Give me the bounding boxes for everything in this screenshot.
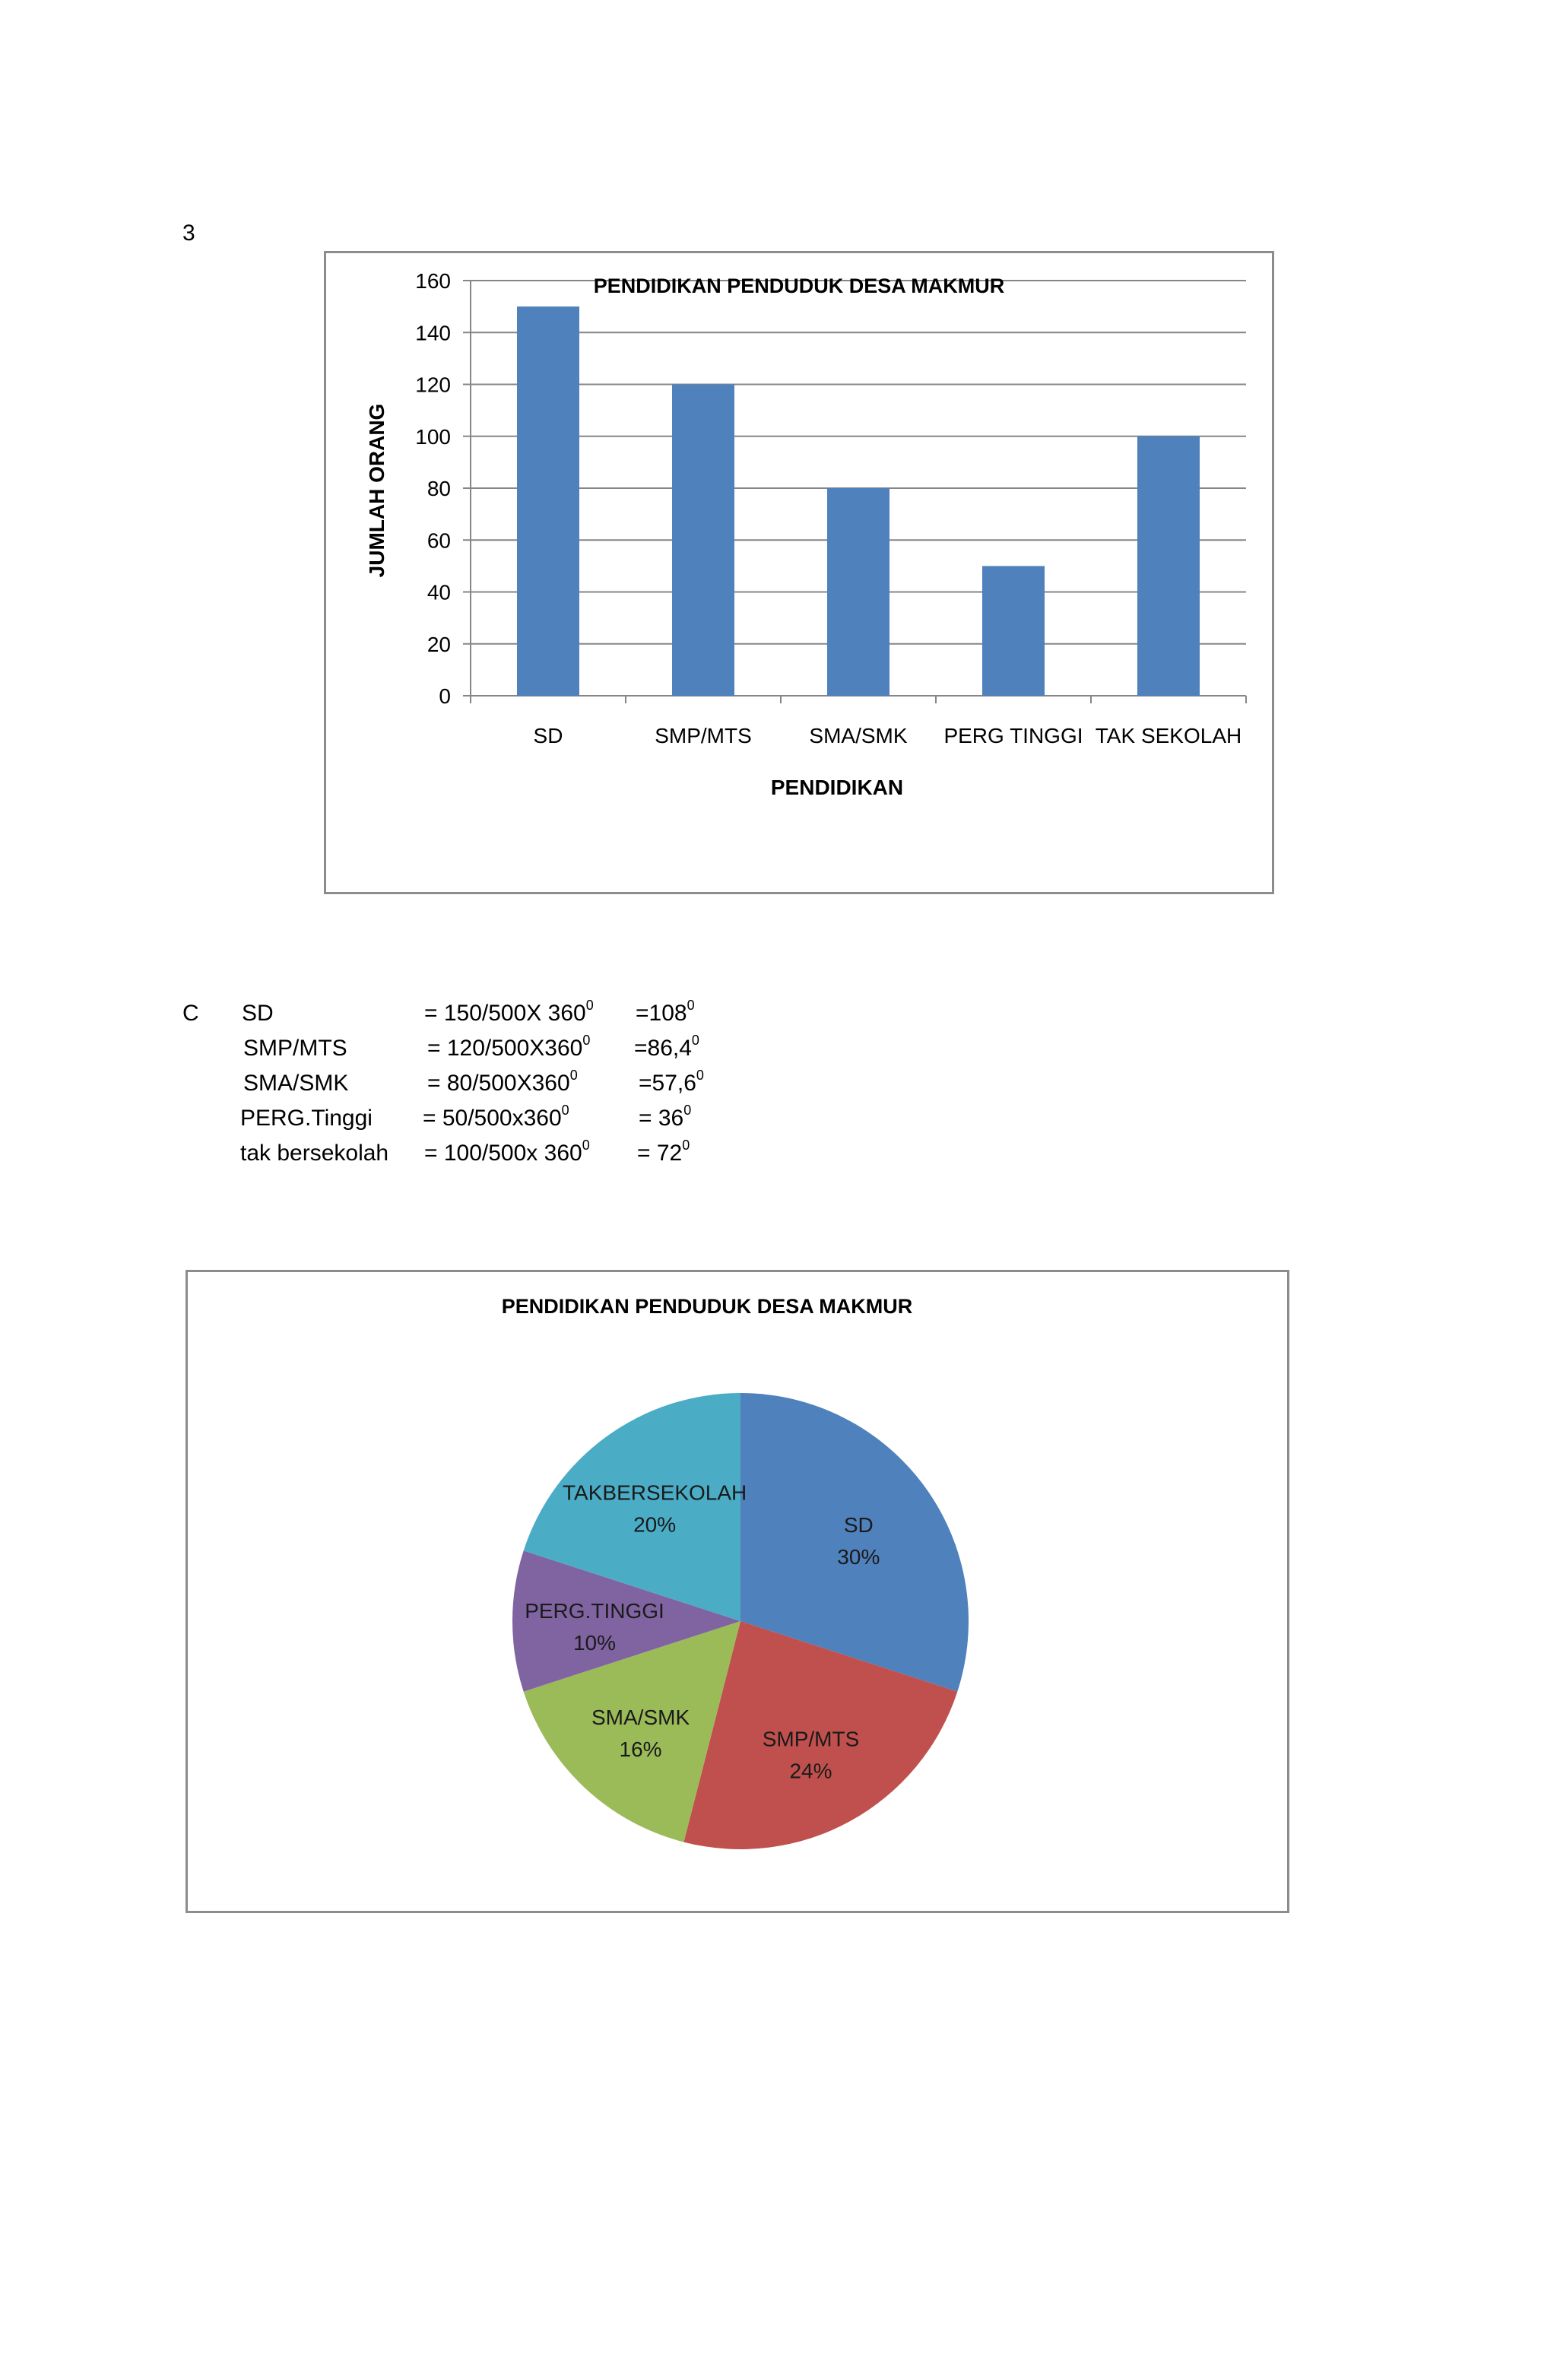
calc-letter: C [182,1001,199,1026]
degree-mark: 0 [682,1138,690,1153]
degree-mark: 0 [561,1103,569,1118]
bar-chart [326,253,1272,892]
calc-result: = $72^0$ [637,1138,690,1166]
x-tick-label: SD [533,724,563,747]
bar-smp-mts [672,385,734,697]
slice-percent: 10% [572,1631,617,1655]
bar-tak-sekolah [1137,436,1200,696]
calc-formula: = 150/500X $360^0$ [424,998,594,1026]
calc-name: SMP/MTS [243,1036,347,1061]
calc-result: $=57,6^0$ [639,1068,704,1096]
x-tick-label: TAK SEKOLAH [1095,724,1242,747]
y-tick-label: 0 [439,684,451,708]
y-tick-label: 120 [415,373,451,397]
degree-mark: 0 [696,1068,704,1083]
calc-name: SMA/SMK [243,1071,349,1096]
degree-mark: 0 [683,1103,692,1118]
degree-mark: 0 [582,1138,590,1153]
calc-formula: = $120/500X360^0$ [427,1033,591,1061]
y-tick-label: 20 [427,632,451,656]
x-tick-label: SMP/MTS [655,724,752,747]
calc-formula: = $80/500X360^0$ [427,1068,578,1096]
slice-label: PERG.TINGGI [525,1599,664,1623]
degree-mark: 0 [691,1033,699,1048]
x-tick-label: SMA/SMK [809,724,908,747]
slice-percent: 16% [619,1737,662,1761]
slice-percent: 24% [789,1759,832,1783]
bar-chart-frame [324,251,1274,894]
pie-chart [188,1272,1287,1911]
bar-sma-smk [827,488,889,696]
chart-title: PENDIDIKAN PENDUDUK DESA MAKMUR [593,274,1005,297]
y-tick-label: 60 [427,528,451,553]
calc-result: = $36^0$ [639,1103,692,1131]
y-axis-title: JUMLAH ORANG [365,403,388,578]
bar-perg-tinggi [982,566,1045,696]
slice-percent: 20% [633,1512,677,1537]
pie-chart-frame [186,1270,1289,1913]
y-tick-label: 160 [415,269,451,293]
degree-mark: 0 [585,998,594,1013]
calc-name: PERG.Tinggi [240,1106,373,1131]
chart-title: PENDIDIKAN PENDUDUK DESA MAKMUR [501,1295,913,1318]
x-tick-label: PERG TINGGI [943,724,1083,747]
bar-sd [517,306,579,696]
y-tick-label: 140 [415,321,451,345]
calc-name: SD [242,1001,274,1026]
y-tick-label: 40 [427,580,451,605]
calc-formula: = $50/500x360^0$ [423,1103,569,1131]
slice-label: SMP/MTS [762,1727,860,1751]
y-tick-label: 80 [427,477,451,500]
degree-mark: 0 [687,998,695,1013]
calc-name: tak bersekolah [240,1141,389,1166]
slice-label: SMA/SMK [591,1705,690,1729]
degree-mark: 0 [582,1033,591,1048]
page-number: 3 [182,221,195,246]
calc-result: $=108^0$ [636,998,695,1026]
slice-label: TAKBERSEKOLAH [563,1480,747,1505]
y-tick-label: 100 [415,424,451,449]
calc-formula: = 100/500x $360^0$ [424,1138,590,1166]
degree-mark: 0 [569,1068,578,1083]
slice-percent: 30% [837,1545,880,1569]
x-axis-title: PENDIDIKAN [770,776,904,799]
slice-label: SD [843,1513,874,1537]
calc-result: $=86,4^0$ [634,1033,699,1061]
